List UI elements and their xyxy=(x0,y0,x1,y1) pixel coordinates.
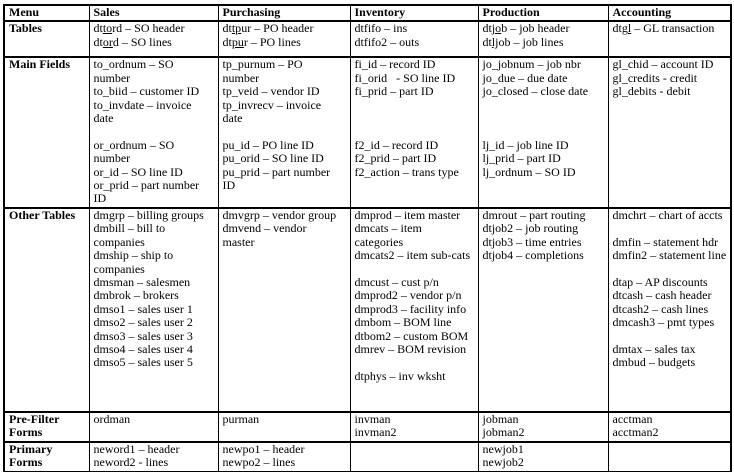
table-cell xyxy=(608,412,731,442)
cell-line: dmfin2 – statement line xyxy=(612,248,727,263)
cell-line xyxy=(613,22,728,35)
table-cell xyxy=(478,442,608,472)
table-cell xyxy=(218,208,350,412)
cell-line: dmso5 – sales user 5 xyxy=(93,355,193,370)
row-label: Pre-Filter Forms xyxy=(4,412,89,442)
cell-line xyxy=(355,99,475,112)
menu-reference-table xyxy=(3,4,732,472)
cell-line: jobman xyxy=(482,411,519,426)
cell-line xyxy=(355,356,475,369)
table-cell xyxy=(478,57,608,207)
cell-line: dmfin – statement hdr xyxy=(612,234,719,249)
column-header-accounting: Accounting xyxy=(608,5,731,21)
cell-line: jo_due – due date xyxy=(482,70,568,85)
cell-line: newjob2 xyxy=(482,455,524,470)
cell-line: dmso1 – sales user 1 xyxy=(93,301,193,316)
cell-line: dmbom – BOM line xyxy=(354,315,452,330)
cell-line: pu_id – PO line ID xyxy=(222,137,314,152)
cell-line: dmcats2 – item sub-cats xyxy=(354,248,471,263)
table-cell xyxy=(608,21,731,57)
table-cell xyxy=(478,412,608,442)
plain-text: dt xyxy=(222,21,232,36)
table-cell xyxy=(608,442,731,472)
cell-line xyxy=(223,36,347,49)
table-cell xyxy=(478,208,608,412)
underlined-text: to xyxy=(102,21,113,36)
cell-line: date xyxy=(93,111,114,126)
plain-text: dt xyxy=(482,21,492,36)
cell-line: newjob1 xyxy=(482,441,524,456)
cell-line xyxy=(483,99,605,112)
cell-line: dmvgrp – vendor group xyxy=(222,207,337,222)
table-row-pre-filter-forms xyxy=(4,412,731,442)
table-row-main-fields xyxy=(4,57,731,207)
cell-line: purman xyxy=(222,411,260,426)
cell-line: ID xyxy=(93,191,107,206)
cell-line: tp_purnum – PO xyxy=(222,57,303,72)
plain-text: dt xyxy=(93,34,103,49)
table-cell xyxy=(218,21,350,57)
table-cell xyxy=(350,208,478,412)
cell-line: dtcash2 – cash lines xyxy=(612,301,709,316)
cell-line: pu_orid – SO line ID xyxy=(222,151,324,166)
underlined-text: gl xyxy=(621,21,632,36)
plain-text: ob – job lines xyxy=(498,34,564,49)
plain-text: rd – SO header xyxy=(112,21,185,36)
cell-line: dmrev – BOM revision xyxy=(354,341,467,356)
column-header-sales: Sales xyxy=(89,5,218,21)
cell-line: jo_closed – close date xyxy=(482,84,589,99)
cell-line: dmprod2 – vendor p/n xyxy=(354,288,462,303)
cell-line xyxy=(223,125,347,138)
cell-line xyxy=(94,22,215,35)
cell-line: dmso2 – sales user 2 xyxy=(93,315,193,330)
cell-line: dmvend – vendor xyxy=(222,221,307,236)
cell-line: dmbill – bill to xyxy=(93,221,166,236)
underlined-text: tp xyxy=(231,21,242,36)
cell-line: or_prid – part number xyxy=(93,178,200,193)
cell-line xyxy=(613,263,728,276)
underlined-text: pu xyxy=(231,34,244,49)
cell-line xyxy=(94,125,215,138)
column-header-inventory: Inventory xyxy=(350,5,478,21)
plain-text: r – PO lines xyxy=(243,34,301,49)
cell-line: dmprod3 – facility info xyxy=(354,301,467,316)
cell-line: dmtax – sales tax xyxy=(612,341,696,356)
table-cell xyxy=(89,57,218,207)
underlined-text: jo xyxy=(491,21,502,36)
table-cell xyxy=(350,57,478,207)
cell-line xyxy=(483,22,605,35)
cell-line: dtbom2 – custom BOM xyxy=(354,328,469,343)
cell-line: gl_debits - debit xyxy=(612,84,691,99)
cell-line: neword2 - lines xyxy=(93,455,169,470)
underlined-text: or xyxy=(102,34,113,49)
cell-line: ordman xyxy=(93,411,131,426)
table-cell xyxy=(89,21,218,57)
cell-line: f2_action – trans type xyxy=(354,164,459,179)
table-header-row xyxy=(4,5,731,21)
cell-line: neword1 – header xyxy=(93,441,180,456)
row-label: Main Fields xyxy=(4,57,89,207)
row-label: Tables xyxy=(4,21,89,57)
cell-line: categories xyxy=(354,234,404,249)
plain-text: d – SO lines xyxy=(112,34,172,49)
cell-line: dtjob3 – time entries xyxy=(482,234,582,249)
cell-line: gl_credits - credit xyxy=(612,70,698,85)
cell-line xyxy=(223,22,347,35)
cell-line: number xyxy=(222,70,260,85)
cell-line: dtap – AP discounts xyxy=(612,274,708,289)
cell-line: fi_prid – part ID xyxy=(354,84,434,99)
cell-line: dmprod – item master xyxy=(354,207,461,222)
cell-line: date xyxy=(222,111,243,126)
column-header-menu: Menu xyxy=(4,5,89,21)
header-row xyxy=(4,5,731,21)
cell-line: number xyxy=(93,151,131,166)
cell-line: master xyxy=(222,234,255,249)
cell-line xyxy=(483,36,605,49)
cell-line: dmsman – salesmen xyxy=(93,274,191,289)
cell-line: newpo2 – lines xyxy=(222,455,296,470)
table-row-primary-forms xyxy=(4,442,731,472)
table-cell xyxy=(608,57,731,207)
table-cell xyxy=(218,412,350,442)
table-cell xyxy=(350,442,478,472)
plain-text: dt xyxy=(222,34,232,49)
cell-line: dmbud – budgets xyxy=(612,355,696,370)
table-cell xyxy=(608,208,731,412)
cell-line xyxy=(94,36,215,49)
cell-line: dmchrt – chart of accts xyxy=(612,207,723,222)
cell-line: f2_id – record ID xyxy=(354,137,439,152)
cell-line: dtfifo – ins xyxy=(354,21,408,36)
cell-line: dmrout – part routing xyxy=(482,207,586,222)
table-cell xyxy=(89,208,218,412)
column-header-production: Production xyxy=(478,5,608,21)
cell-line: acctman xyxy=(612,411,653,426)
cell-line: tp_invrecv – invoice xyxy=(222,97,322,112)
column-header-purchasing: Purchasing xyxy=(218,5,350,21)
cell-line: lj_id – job line ID xyxy=(482,137,569,152)
table-cell xyxy=(478,21,608,57)
cell-line: lj_prid – part ID xyxy=(482,151,561,166)
cell-line: newpo1 – header xyxy=(222,441,305,456)
cell-line xyxy=(613,330,728,343)
cell-line xyxy=(483,112,605,125)
cell-line: to_invdate – invoice xyxy=(93,97,192,112)
cell-line: dtfifo2 – outs xyxy=(354,34,420,49)
cell-line: invman2 xyxy=(354,425,397,440)
cell-line: invman xyxy=(354,411,391,426)
plain-text: dt xyxy=(612,21,622,36)
cell-line xyxy=(355,125,475,138)
cell-line: dmcash3 – pmt types xyxy=(612,315,715,330)
cell-line: dmso4 – sales user 4 xyxy=(93,341,193,356)
cell-line: jo_jobnum – job nbr xyxy=(482,57,581,72)
cell-line: fi_orid - SO line ID xyxy=(354,70,456,85)
table-body xyxy=(4,21,731,471)
cell-line: companies xyxy=(93,261,145,276)
plain-text: ur – PO header xyxy=(241,21,314,36)
cell-line: pu_prid – part number xyxy=(222,164,331,179)
table-row-tables xyxy=(4,21,731,57)
cell-line xyxy=(355,263,475,276)
cell-line: dtjob2 – job routing xyxy=(482,221,579,236)
cell-line: tp_veid – vendor ID xyxy=(222,84,320,99)
cell-line: acctman2 xyxy=(612,425,659,440)
cell-line: f2_prid – part ID xyxy=(354,151,437,166)
cell-line xyxy=(355,112,475,125)
table-row-other-tables xyxy=(4,208,731,412)
cell-line: companies xyxy=(93,234,145,249)
cell-line: dmbrok – brokers xyxy=(93,288,179,303)
cell-line: to_biid – customer ID xyxy=(93,84,200,99)
cell-line: dtjob4 – completions xyxy=(482,248,584,263)
cell-line: or_ordnum – SO xyxy=(93,137,175,152)
cell-line: dmgrp – billing groups xyxy=(93,207,204,222)
table-cell xyxy=(218,442,350,472)
plain-text: – GL transaction xyxy=(631,21,715,36)
table-cell xyxy=(350,412,478,442)
cell-line xyxy=(613,222,728,235)
cell-line: fi_id – record ID xyxy=(354,57,436,72)
plain-text: b – job header xyxy=(501,21,570,36)
row-label: Primary Forms xyxy=(4,442,89,472)
cell-line: dmcats – item xyxy=(354,221,422,236)
cell-line: ID xyxy=(222,178,236,193)
cell-line: to_ordnum – SO xyxy=(93,57,174,72)
cell-line: or_id – SO line ID xyxy=(93,164,183,179)
cell-line: dmcust – cust p/n xyxy=(354,274,439,289)
table-cell xyxy=(89,442,218,472)
table-cell xyxy=(218,57,350,207)
plain-text: dt xyxy=(482,34,492,49)
cell-line: jobman2 xyxy=(482,425,525,440)
cell-line: lj_ordnum – SO ID xyxy=(482,164,576,179)
cell-line: number xyxy=(93,70,131,85)
row-label: Other Tables xyxy=(4,208,89,412)
cell-line: dtcash – cash header xyxy=(612,288,712,303)
cell-line xyxy=(483,125,605,138)
table-cell xyxy=(89,412,218,442)
cell-line: dmso3 – sales user 3 xyxy=(93,328,193,343)
cell-line: dmship – ship to xyxy=(93,248,174,263)
underlined-text: lj xyxy=(491,34,499,49)
cell-line: dtphys – inv wksht xyxy=(354,368,446,383)
cell-line: gl_chid – account ID xyxy=(612,57,714,72)
plain-text: dt xyxy=(93,21,103,36)
table-cell xyxy=(350,21,478,57)
